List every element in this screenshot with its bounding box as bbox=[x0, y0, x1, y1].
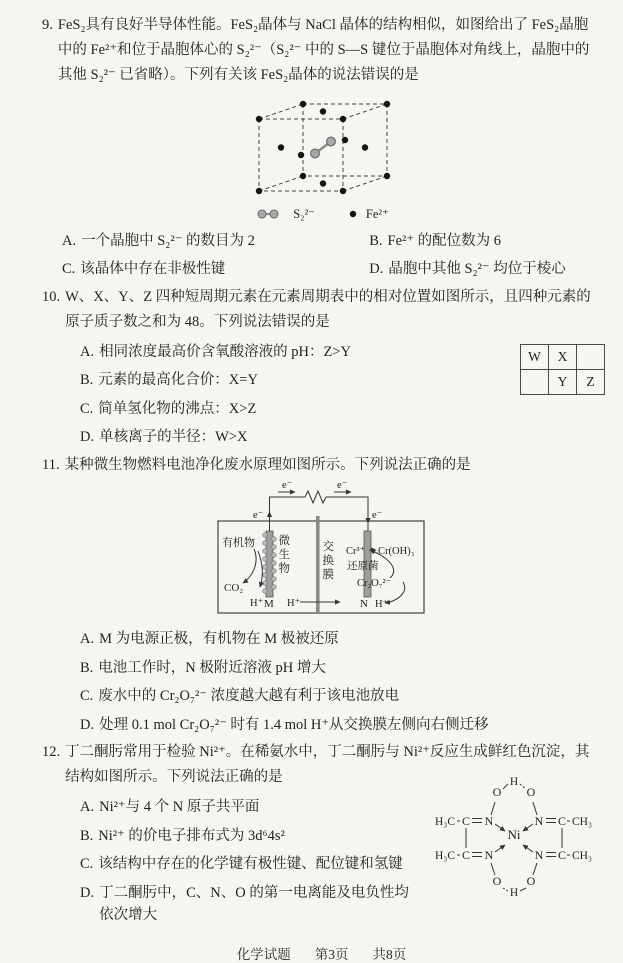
fes2-unit-cell-figure bbox=[42, 92, 601, 222]
periodic-position-table bbox=[520, 344, 605, 395]
h-atom: H bbox=[509, 776, 519, 789]
membrane-label: 交换膜 bbox=[322, 541, 334, 582]
footer-title: 化学试题 bbox=[236, 946, 291, 962]
option-9-d bbox=[369, 258, 601, 280]
s2-dimer-glyph-icon bbox=[254, 208, 286, 220]
question-10-number: 10. bbox=[42, 288, 61, 305]
co2-label: CO₂ bbox=[223, 582, 243, 595]
option-text: 丁二酮肟中，C、N、O 的第一电离能及电负性均依次增大 bbox=[99, 884, 409, 924]
legend-s2-label: S₂²⁻ bbox=[293, 206, 315, 221]
table-cell: W bbox=[521, 344, 549, 369]
n-atom: N bbox=[484, 814, 494, 829]
cr3-label: Cr³⁺ bbox=[345, 546, 365, 558]
ni-atom: Ni bbox=[507, 827, 521, 843]
question-12-options bbox=[42, 796, 423, 926]
option-label: B. bbox=[80, 659, 94, 676]
option-11-c bbox=[80, 685, 601, 707]
option-label: C. bbox=[62, 261, 76, 278]
question-9 bbox=[42, 13, 601, 281]
option-12-c bbox=[80, 853, 423, 875]
fuel-cell-svg bbox=[210, 479, 434, 617]
ni-complex-svg bbox=[419, 764, 609, 898]
option-label: B. bbox=[80, 372, 94, 389]
option-label: D. bbox=[80, 884, 95, 901]
option-12-b bbox=[80, 825, 423, 847]
option-label: D. bbox=[369, 261, 384, 278]
option-11-b bbox=[80, 657, 601, 679]
s2-dimer bbox=[310, 137, 335, 158]
electrode-n-label: N bbox=[359, 598, 368, 611]
h-plus-label: H⁺ bbox=[374, 599, 388, 611]
option-label: A. bbox=[62, 232, 77, 249]
electron-label: e⁻ bbox=[281, 480, 292, 492]
option-text: 单核离子的半径：W>X bbox=[99, 429, 248, 446]
option-label: C. bbox=[80, 400, 94, 417]
legend-fe-label: Fe²⁺ bbox=[365, 206, 389, 221]
footer-page-number: 第3页 bbox=[314, 946, 349, 962]
option-text: 处理 0.1 mol Cr₂O₇²⁻ 时有 1.4 mol H⁺从交换膜左侧向右侧迁移 bbox=[99, 716, 489, 733]
question-11 bbox=[42, 453, 601, 737]
fe-dot-glyph-icon bbox=[347, 208, 359, 220]
h-atom: H bbox=[509, 887, 519, 899]
c-atom: C bbox=[461, 814, 471, 829]
table-cell: X bbox=[549, 344, 577, 369]
n-atom: N bbox=[534, 848, 544, 863]
option-text: 简单氢化物的沸点：X>Z bbox=[98, 400, 257, 417]
unit-cell-svg bbox=[217, 92, 427, 202]
c-atom: C bbox=[557, 848, 567, 863]
croh3-label: Cr(OH)₃ bbox=[377, 546, 414, 558]
ni-complex-figure bbox=[419, 764, 609, 903]
n-atom: N bbox=[484, 848, 494, 863]
option-label: C. bbox=[80, 688, 94, 705]
option-text: 晶胞中其他 S₂²⁻ 均位于棱心 bbox=[388, 261, 566, 278]
o-atom: O bbox=[526, 785, 536, 800]
option-9-c bbox=[62, 258, 369, 280]
question-12 bbox=[42, 740, 601, 926]
question-12-stem: 丁二酮肟常用于检验 Ni²⁺。在稀氨水中，丁二酮肟与 Ni²⁺反应生成鲜红色沉淀，其结构如图所示。下列说法正确的是 bbox=[65, 744, 590, 786]
methyl-label: H₃C bbox=[435, 816, 455, 829]
question-11-options bbox=[42, 628, 601, 736]
option-label: A. bbox=[80, 631, 95, 648]
option-text: 电池工作时，N 极附近溶液 pH 增大 bbox=[98, 659, 326, 676]
option-text: Fe²⁺ 的配位数为 6 bbox=[387, 232, 502, 249]
option-label: C. bbox=[80, 856, 94, 873]
o-atom: O bbox=[526, 874, 536, 889]
option-12-a bbox=[80, 796, 423, 818]
electron-label: e⁻ bbox=[371, 510, 382, 522]
question-10-options bbox=[42, 341, 601, 449]
option-text: 一个晶胞中 S₂²⁻ 的数目为 2 bbox=[81, 232, 255, 249]
question-9-stem: FeS₂具有良好半导体性能。FeS₂晶体与 NaCl 晶体的结构相似，如图给出了 FeS₂晶胞中的 Fe²⁺和位于晶胞体心的 S₂²⁻（S₂²⁻ 中的 S—S 键位于晶胞体对角线上，晶胞中的其他 S₂²⁻ 已省略）。下列有关该 FeS₂晶体的说法错误的是 bbox=[57, 17, 590, 83]
methyl-label: CH₃ bbox=[572, 850, 592, 863]
methyl-label: CH₃ bbox=[572, 816, 592, 829]
reducing-bacteria-label: 还原菌 bbox=[346, 561, 378, 573]
option-text: 该晶体中存在非极性键 bbox=[80, 261, 226, 278]
option-label: D. bbox=[80, 716, 95, 733]
table-cell: Y bbox=[549, 369, 577, 394]
table-cell bbox=[521, 369, 549, 394]
electrode-m bbox=[262, 531, 276, 597]
h-plus-label: H⁺ bbox=[286, 598, 300, 610]
unit-cell-legend bbox=[42, 206, 601, 222]
option-text: Ni²⁺与 4 个 N 原子共平面 bbox=[99, 799, 260, 816]
option-10-d bbox=[80, 426, 601, 448]
option-label: D. bbox=[80, 429, 95, 446]
h-plus-label: H⁺ bbox=[249, 598, 263, 610]
option-12-d bbox=[80, 882, 423, 927]
c-atom: C bbox=[461, 848, 471, 863]
o-atom: O bbox=[492, 785, 502, 800]
footer-total-pages: 共8页 bbox=[372, 946, 407, 962]
option-text: 元素的最高化合价：X=Y bbox=[98, 372, 258, 389]
option-11-a bbox=[80, 628, 601, 650]
resistor-zigzag bbox=[305, 491, 326, 503]
exchange-membrane bbox=[316, 516, 320, 613]
option-text: Ni²⁺ 的价电子排布式为 3d⁶4s² bbox=[98, 827, 285, 844]
option-text: 废水中的 Cr₂O₇²⁻ 浓度越大越有利于该电池放电 bbox=[98, 688, 400, 705]
question-11-number: 11. bbox=[42, 456, 60, 473]
fuel-cell-figure bbox=[210, 479, 434, 622]
option-text: 相同浓度最高价含氧酸溶液的 pH：Z>Y bbox=[99, 343, 351, 360]
question-12-number: 12. bbox=[42, 744, 61, 761]
c-atom: C bbox=[557, 814, 567, 829]
table-cell: Z bbox=[577, 369, 605, 394]
option-text: M 为电源正极，有机物在 M 极被还原 bbox=[99, 631, 339, 648]
microbe-label: 微生物 bbox=[278, 535, 290, 576]
question-9-number: 9. bbox=[42, 17, 53, 33]
electron-label: e⁻ bbox=[336, 480, 347, 492]
question-11-stem: 某种微生物燃料电池净化废水原理如图所示。下列说法正确的是 bbox=[64, 456, 471, 473]
option-10-c bbox=[80, 398, 601, 420]
option-label: B. bbox=[369, 232, 383, 249]
option-label: A. bbox=[80, 799, 95, 816]
question-10 bbox=[42, 285, 601, 449]
cr2o7-label: Cr₂O₇²⁻ bbox=[356, 578, 391, 590]
question-10-stem: W、X、Y、Z 四种短周期元素在元素周期表中的相对位置如图所示，且四种元素的原子质子数之和为 48。下列说法错误的是 bbox=[65, 288, 591, 330]
option-label: A. bbox=[80, 343, 95, 360]
option-text: 该结构中存在的化学键有极性键、配位键和氢键 bbox=[98, 856, 403, 873]
option-label: B. bbox=[80, 827, 94, 844]
o-atom: O bbox=[492, 874, 502, 889]
option-9-a bbox=[62, 230, 369, 252]
electron-label: e⁻ bbox=[252, 510, 263, 522]
question-9-options bbox=[42, 224, 601, 281]
page-footer bbox=[42, 943, 601, 963]
option-9-b bbox=[369, 230, 601, 252]
methyl-label: H₃C bbox=[435, 850, 455, 863]
organic-matter-label: 有机物 bbox=[221, 537, 255, 550]
option-11-d bbox=[80, 714, 601, 736]
table-cell bbox=[577, 344, 605, 369]
electrode-m-label: M bbox=[263, 598, 274, 611]
n-atom: N bbox=[534, 814, 544, 829]
